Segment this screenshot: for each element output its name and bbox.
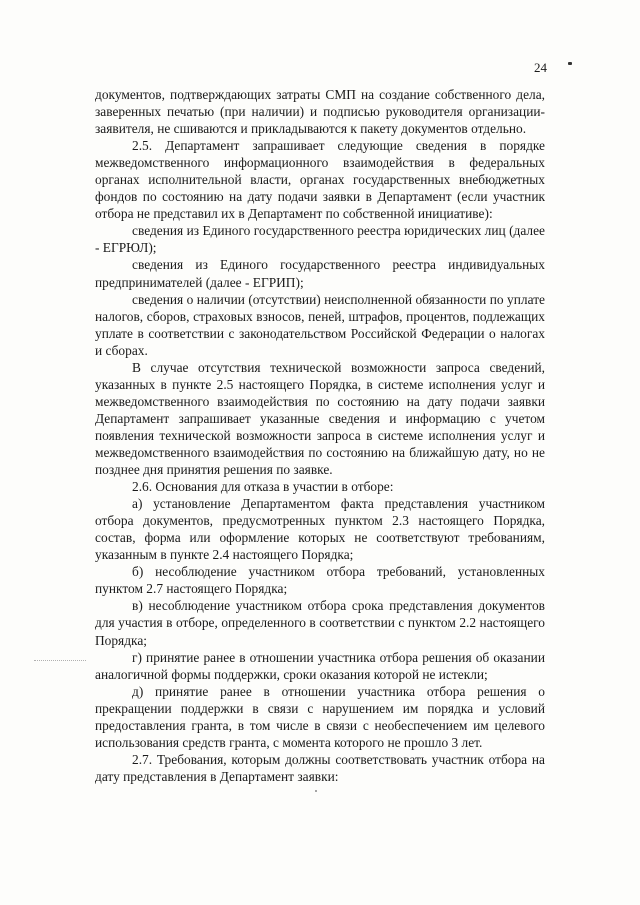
- paragraph-2-6-v: в) несоблюдение участником отбора срока представления документов для участия в отборе, определенного в соответствии с пунктом 2.2 настоящего Порядка;: [95, 598, 545, 648]
- paragraph-2-6-d: д) принятие ранее в отношении участника отбора решения о прекращении поддержки в связи с нарушением им порядка и условий предоставления гранта, в том числе в связи с необеспечением им целевого использования средств гранта, с момента которого не прошло 3 лет.: [95, 683, 545, 750]
- scan-mark: [568, 62, 572, 65]
- paragraph-egrul: сведения из Единого государственного реестра юридических лиц (далее - ЕГРЮЛ);: [95, 223, 545, 256]
- paragraph-continuation: документов, подтверждающих затраты СМП на создание собственного дела, заверенных печатью (при наличии) и подписью руководителя организации-заявителя, не сшиваются и прикладываются к пакету документов отдельно.: [95, 87, 545, 137]
- paragraph-2-6-g: г) принятие ранее в отношении участника отбора решения об оказании аналогичной формы поддержки, сроки оказания которой не истекли;: [95, 649, 545, 682]
- scan-speck: [34, 660, 86, 662]
- paragraph-2-7: 2.7. Требования, которым должны соответствовать участник отбора на дату представления в Департамент заявки:: [95, 751, 545, 784]
- paragraph-2-6-a: а) установление Департаментом факта представления участником отбора документов, предусмотренных пунктом 2.3 настоящего Порядка, состав, форма или оформление которых не соответствуют требованиям, указанным в пункте 2.4 настоящего Порядка;: [95, 496, 545, 563]
- paragraph-no-tech-access: В случае отсутствия технической возможности запроса сведений, указанных в пункте 2.5 настоящего Порядка, в системе исполнения услуг и межведомственного взаимодействия по состоянию на дату подачи заявки Департамент запрашивает указанные сведения и информацию с учетом появления технической возможности запроса в системе исполнения услуг и межведомственного взаимодействия по состоянию на ближайшую дату, но не позднее дня принятия решения по заявке.: [95, 359, 545, 478]
- scan-dot: [315, 790, 317, 792]
- paragraph-2-6-b: б) несоблюдение участником отбора требований, установленных пунктом 2.7 настоящего Порядка;: [95, 564, 545, 597]
- paragraph-2-5: 2.5. Департамент запрашивает следующие сведения в порядке межведомственного информационного взаимодействия в федеральных органах исполнительной власти, органах государственных внебюджетных фондов по состоянию на дату подачи заявки в Департамент (если участник отбора не представил их в Департамент по собственной инициативе):: [95, 138, 545, 222]
- paragraph-egrip: сведения из Единого государственного реестра индивидуальных предпринимателей (далее - ЕГРИП);: [95, 257, 545, 290]
- paragraph-2-6: 2.6. Основания для отказа в участии в отборе:: [132, 479, 394, 495]
- document-body: [95, 86, 545, 785]
- paragraph-tax-debt: сведения о наличии (отсутствии) неисполненной обязанности по уплате налогов, сборов, страховых взносов, пеней, штрафов, процентов, подлежащих уплате в соответствии с законодательством Российской Федерации о налогах и сборах.: [95, 291, 545, 358]
- page-number: 24: [534, 60, 547, 75]
